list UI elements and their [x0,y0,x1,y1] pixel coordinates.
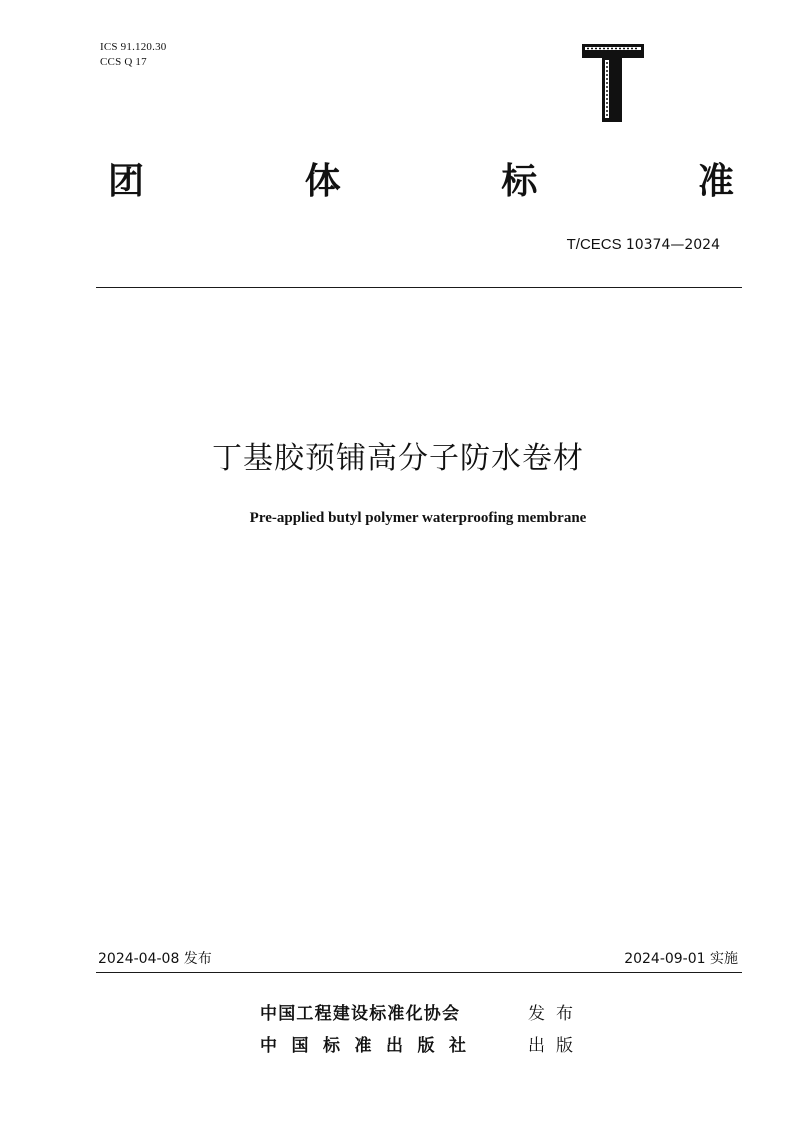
heading-char: 准 [697,161,734,202]
heading-char: 体 [304,161,341,202]
publisher-role: 出版 [528,1036,584,1056]
heading-char: 团 [108,161,145,202]
standard-number [567,236,720,253]
standard-type-heading [108,158,734,206]
standard-t-logo-icon [582,44,644,122]
standard-number-value: 10374—2024 [625,237,720,253]
title-chinese: 丁基胶预铺高分子防水卷材 [212,441,584,476]
standard-number-prefix: T/CECS [566,236,622,253]
publisher-name: 中国标准出版社 [260,1036,481,1056]
classification-codes [100,40,166,70]
ccs-code: CCS Q 17 [100,56,147,68]
top-divider [96,287,742,288]
title-english: Pre-applied butyl polymer waterproofing membrane [249,510,587,526]
bottom-divider [96,972,742,973]
implementation-date: 2024-09-01 实施 [624,951,738,967]
heading-char: 标 [501,161,538,202]
issue-date: 2024-04-08 发布 [98,951,212,967]
publisher-name: 中国工程建设标准化协会 [260,1004,461,1024]
publisher-role: 发布 [528,1004,584,1024]
ics-code: ICS 91.120.30 [100,41,167,53]
